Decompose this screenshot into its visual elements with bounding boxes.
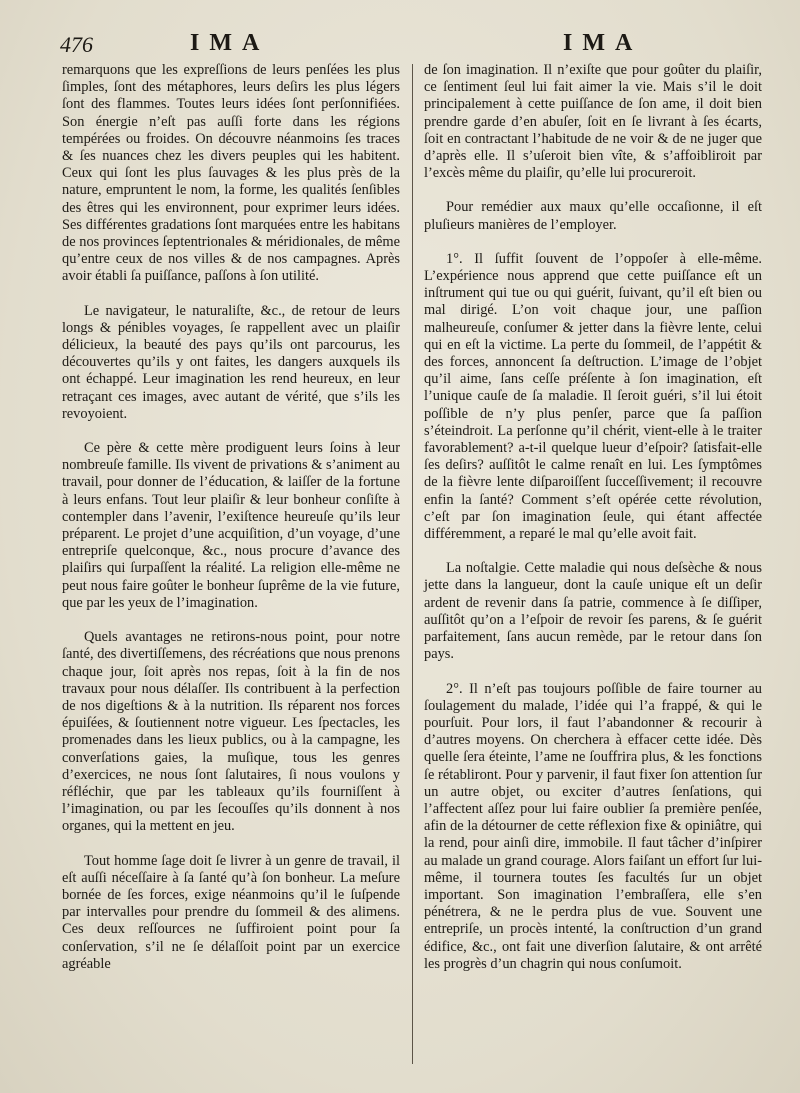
page-header [0,28,800,58]
right-column [424,62,762,973]
running-head-left: IMA [190,30,270,56]
paragraph: remarquons que les expreſſions de leurs penſées les plus ſimples, ſont des métaphores, leurs deſirs les plus légers ſont des flammes. Toutes leurs idées ſont perſonnifiées. Son énergie n’eſt pas auſſi forte dans les régions tempérées ou froides. On découvre néanmoins ſes traces & ſes nuances chez les divers peuples qui les habitent. Ceux qui ſont les plus ſauvages & les plus près de la nature, empruntent le nom, la forme, les qualités ſenſibles des êtres qui les environnent, pour exprimer leurs idées. Ses différentes gradations ſont marquées entre les habitans de nos provinces ſeptentrionales & méridionales, de même qu’entre ceux de nos villes & de nos campagnes. Après avoir établi ſa puiſſance, paſſons à ſon utilité. [62,62,400,285]
paragraph: Pour remédier aux maux qu’elle occaſionne, il eſt pluſieurs manières de l’employer. [424,199,762,233]
paragraph: de ſon imagination. Il n’exiſte que pour goûter du plaiſir, ce ſentiment ſeul lui fait aimer la vie. Mais s’il le doit principalement à cette puiſſance de ſon ame, il doit bien prendre garde d’en abuſer, ſoit en ſe livrant à ſes écarts, ſoit en contractant l’habitude de ne voir & de ne juger que d’après elle. Il s’uſeroit bien vîte, & s’affoibliroit par l’excès même du plaiſir, qu’elle lui procureroit. [424,62,762,182]
paragraph: Tout homme ſage doit ſe livrer à un genre de travail, il eſt auſſi néceſſaire à ſa ſanté qu’à ſon bonheur. La meſure bornée de ſes forces, exige néanmoins qu’il le ſuſpende par intervalles pour prendre du ſommeil & des alimens. Ces deux reſſources ne ſuffiroient point pour ſa conſervation, s’il ne ſe délaſſoit point par un exercice agréable [62,852,400,972]
paragraph: Le navigateur, le naturaliſte, &c., de retour de leurs longs & pénibles voyages, ſe rappellent avec un plaiſir délicieux, la beauté des pays qu’ils ont parcourus, les découvertes qu’ils y ont faites, les dangers auxquels ils ont échappé. Leur imagination les rend heureux, en leur retraçant ces images, avec autant de vérité, que s’ils les revoyoient. [62,302,400,422]
column-divider [412,64,413,1064]
paragraph: Ce père & cette mère prodiguent leurs ſoins à leur nombreuſe famille. Ils vivent de privations & s’animent au travail, pour donner de l’éducation, & laiſſer de la fortune à leurs enfans. Tout leur plaiſir & leur bonheur conſiſte à contempler dans l’avenir, l’exiſtence heureuſe qu’ils leur préparent. Le projet d’une acquiſition, d’un voyage, d’une entrepriſe quelconque, &c., nous procure d’avance des plaiſirs qui ſurpaſſent la réalité. La religion elle-même ne peut nous faire goûter le bonheur ſuprême de la vie future, que par les yeux de l’imagination. [62,440,400,611]
left-column [62,62,400,973]
paragraph: Quels avantages ne retirons-nous point, pour notre ſanté, des divertiſſemens, des récréations que nous prenons chaque jour, ſoit après nos repas, ſoit à la fin de nos travaux pour nous délaſſer. Ils contribuent à la perfection de nos digeſtions & à la nutrition. Ils réparent nos forces épuiſées, & ſoutiennent notre vigueur. Les ſpectacles, les promenades dans les lieux publics, ou à la campagne, les converſations gaies, la muſique, tous les genres d’exercices, ne nous ſont ſalutaires, ſi nous voulons y réfléchir, que par les tableaux qu’ils fourniſſent à l’imagination, ou par les ſecouſſes qu’ils donnent à nos organes, qui la mettent en jeu. [62,629,400,835]
running-head-right: IMA [563,30,643,56]
paragraph: 1°. Il ſuffit ſouvent de l’oppoſer à elle-même. L’expérience nous apprend que cette puiſſance eſt un inſtrument qui tue ou qui guérit, ſuivant, qu’il eſt bien ou mal dirigé. L’on voit chaque jour, une paſſion malheureuſe, conſumer & jetter dans la fièvre lente, celui qui en eſt la victime. La perte du ſommeil, de l’appétit & des forces, annoncent ſa deſtruction. L’image de l’objet qu’il aime, ſans ceſſe préſente à ſon imagination, eſt l’unique cauſe de ſa maladie. Il ſeroit guéri, s’il lui étoit poſſible de n’y plus penſer, parce que ſa paſſion s’éteindroit. La perſonne qu’il chérit, vient-elle à le traiter favorablement? a-t-il quelque lueur d’eſpoir? ſatisfait-elle ſes deſirs? auſſitôt le calme renaît en lui. Les ſymptômes de la fièvre lente diſparoiſſent ſucceſſivement; il recouvre enfin la ſanté? Comment s’eſt opérée cette révolution, c’eſt par ſon imagination ſeule, qui étant affectée différemment, a reparé le mal qu’elle avoit fait. [424,250,762,543]
paragraph: 2°. Il n’eſt pas toujours poſſible de faire tourner au ſoulagement du malade, l’idée qui l’a frappé, & qui le pourſuit. Pour lors, il faut l’abandonner & recourir à d’autres moyens. On cherchera à effacer cette idée. Dès quelle ſera éteinte, l’ame ne ſouffrira plus, & les fonctions ſe rétabliront. Pour y parvenir, il faut fixer ſon attention ſur un autre objet, ou exciter d’autres ſenſations, qui l’affectent aſſez pour lui faire oublier ſa première penſée, afin de la détourner de cette réflexion fixe & opiniâtre, qui la rend, pour ainſi dire, immobile. Il faut tâcher d’inſpirer au malade un grand courage. Alors faiſant un effort ſur lui-même, il tournera toutes ſes facultés ſur un objet important. Son imagination l’embraſſera, elle s’en pénétrera, & ne le perdra plus de vue. Souvent une entrepriſe, un procès intenté, la conſtruction d’un grand édifice, &c., ont fait une diverſion ſalutaire, & ont arrêté les progrès d’un chagrin qui nous conſumoit. [424,680,762,972]
paragraph: La noſtalgie. Cette maladie qui nous deſsèche & nous jette dans la langueur, dont la cauſe unique eſt un deſir ardent de revenir dans ſa patrie, commence à ſe diſſiper, auſſitôt qu’on a l’eſpoir de revoir ſes parens, & ſe guérit parfaitement, ſans aucun remède, par le retour dans ſon pays. [424,560,762,663]
page-number: 476 [60,32,93,57]
